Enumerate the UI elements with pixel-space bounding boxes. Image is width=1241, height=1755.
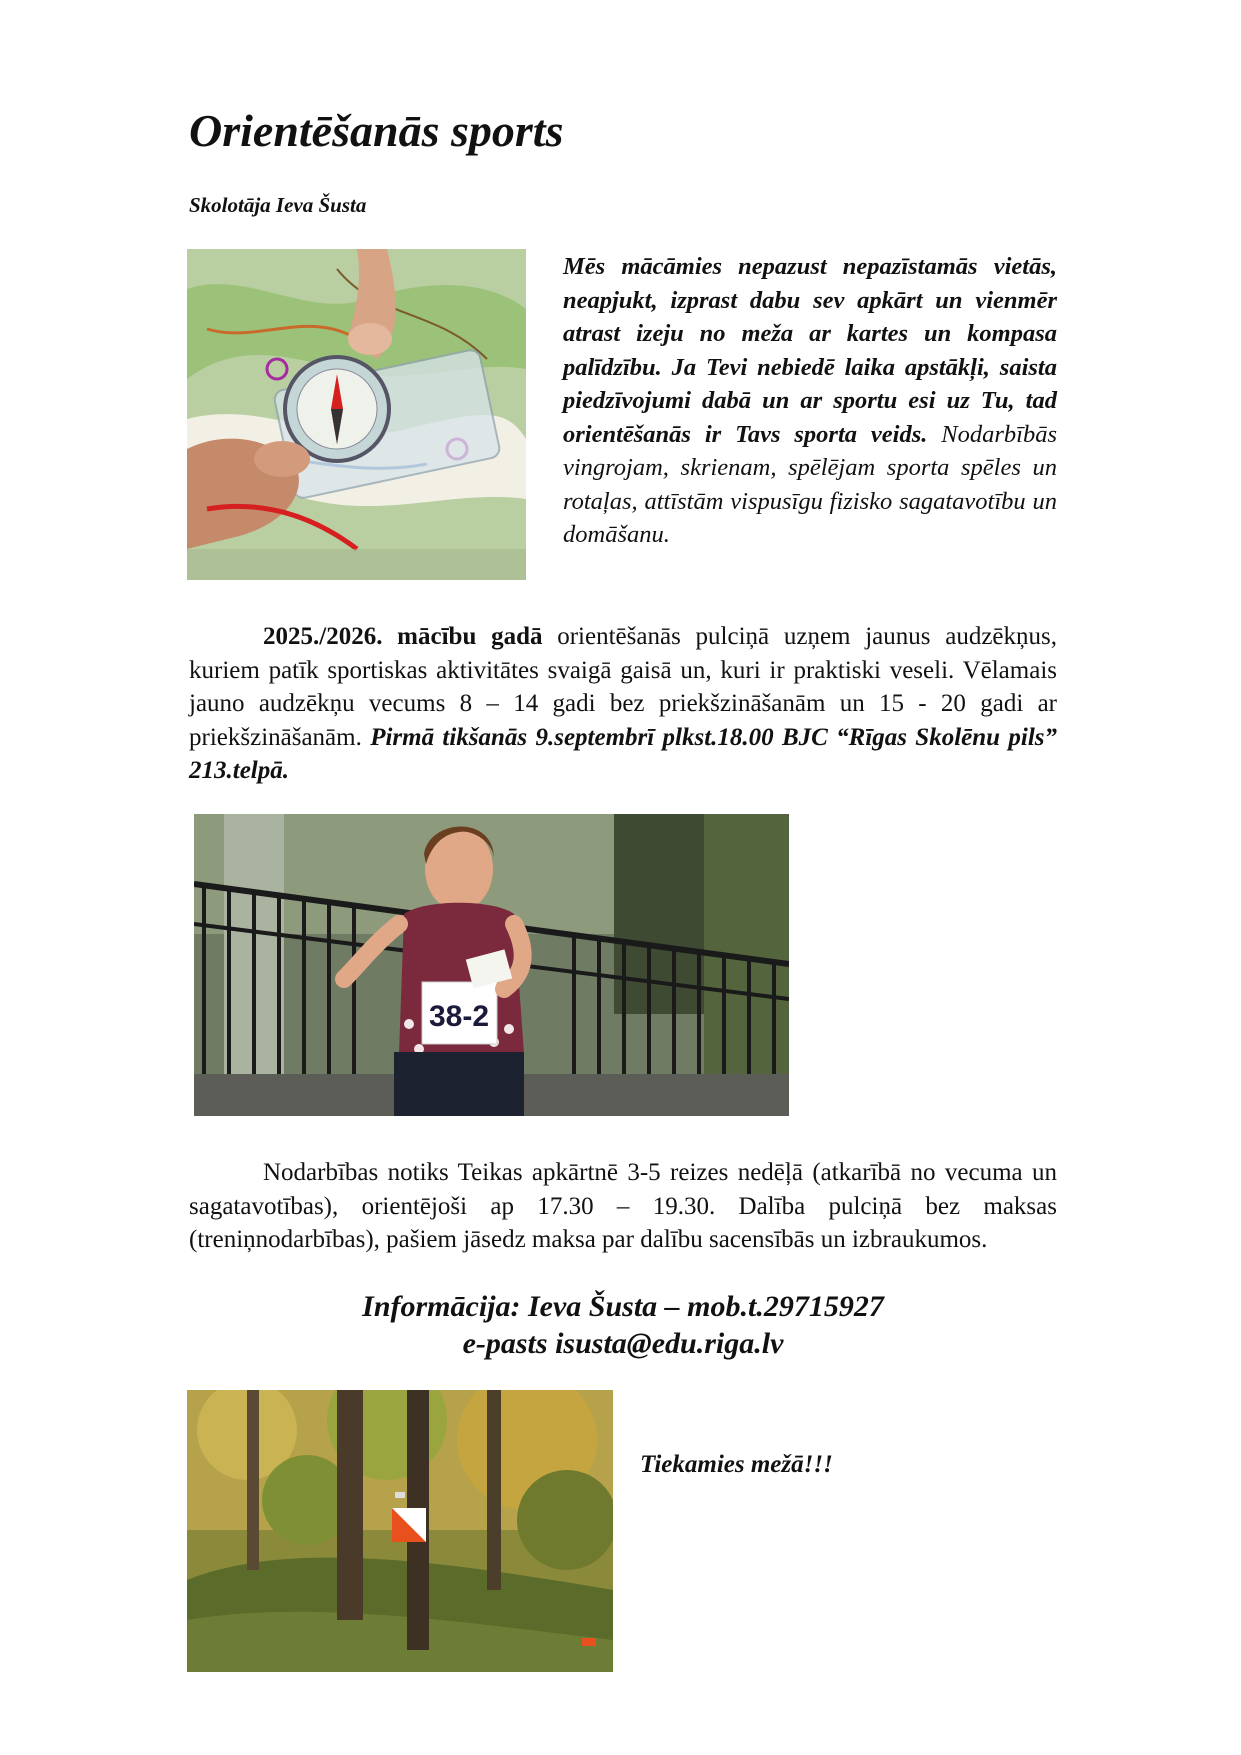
teacher-name: Skolotāja Ieva Šusta xyxy=(189,193,367,217)
closing-text: Tiekamies mežā!!! xyxy=(640,1451,833,1478)
runner-photo xyxy=(194,814,789,1116)
enrollment-body: orientēšanās pulciņā uzņem jaunus audzēkņus, kuriem patīk sportiskas aktivitātes svaigā gaisā un, kuri ir praktiski veseli. Vēlamais jauno audzēkņu vecums 8 – 14 gadi bez priekšzināšanām un 15 - 20 gadi ar priekšzināšanām. xyxy=(189,623,1057,751)
schedule-paragraph xyxy=(189,1156,1057,1257)
intro-regular: Nodarbībās vingrojam, skrienam, spēlējam sporta spēles un rotaļas, attīstām vispusīgu fizisko sagatavotību un domāšanu. xyxy=(563,420,1057,548)
first-meeting: Pirmā tikšanās 9.septembrī plkst.18.00 BJC “Rīgas Skolēnu pils” 213.telpā. xyxy=(189,723,1058,784)
contact-email: e-pasts isusta@edu.riga.lv xyxy=(462,1327,784,1360)
contact-phone: Informācija: Ieva Šusta – mob.t.29715927 xyxy=(362,1290,884,1323)
enrollment-paragraph xyxy=(189,620,1057,788)
page-title: Orientēšanās sports xyxy=(189,105,564,156)
forest-control-photo xyxy=(187,1390,613,1672)
bib-number: 38-2 xyxy=(428,1000,490,1033)
intro-text xyxy=(563,250,1057,552)
map-compass-photo xyxy=(187,249,526,580)
school-year: 2025./2026. mācību gadā xyxy=(263,623,543,650)
intro-bold: Mēs mācāmies nepazust nepazīstamās vietās, neapjukt, izprast dabu sev apkārt un vienmēr atrast izeju no meža ar kartes un kompasa palīdzību. Ja Tevi nebiedē laika apstākļi, saista piedzīvojumi dabā un ar sportu esi uz Tu, tad orientēšanās ir Tavs sporta veids. xyxy=(563,253,1057,448)
schedule-text: Nodarbības notiks Teikas apkārtnē 3-5 reizes nedēļā (atkarībā no vecuma un sagatavotības), orientējoši ap 17.30 – 19.30. Dalība pulciņā bez maksas (treniņnodarbības), pašiem jāsedz maksa par dalību sacensībās un izbraukumos. xyxy=(189,1159,1057,1253)
